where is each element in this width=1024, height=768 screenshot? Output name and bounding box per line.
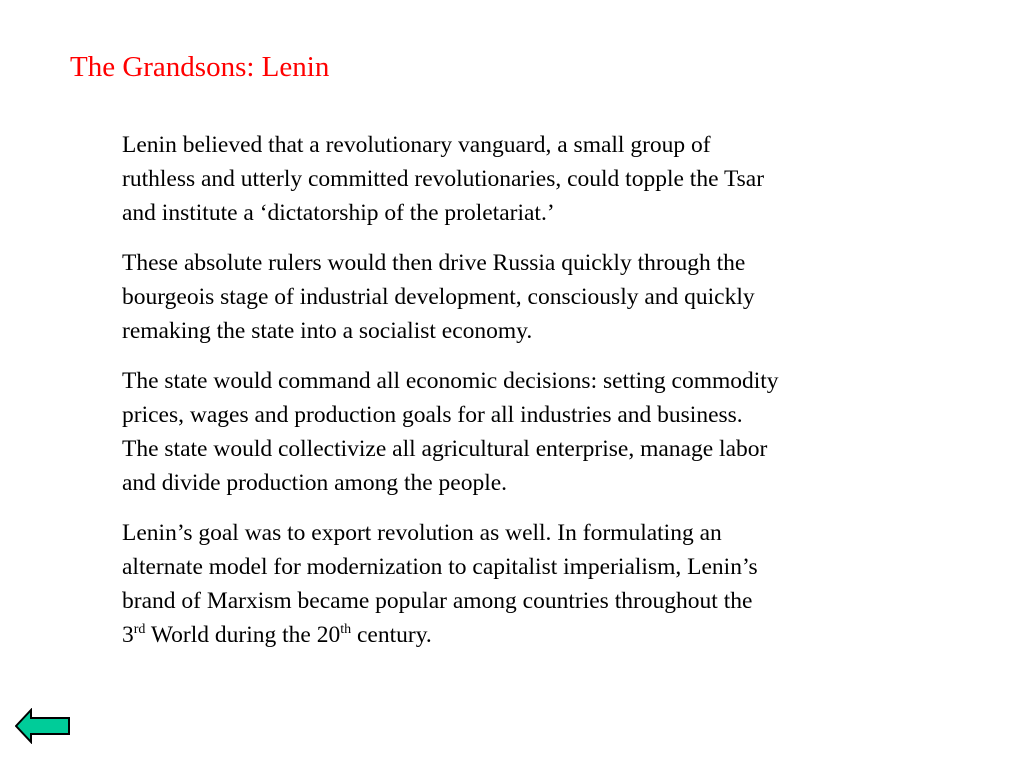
paragraph-export-revolution — [122, 516, 922, 652]
paragraph-absolute-rulers — [122, 246, 922, 348]
text-line: prices, wages and production goals for all industries and business. — [122, 402, 743, 428]
paragraph-vanguard — [122, 128, 922, 230]
slide-body — [122, 128, 922, 668]
text-line: Lenin’s goal was to export revolution as well. In formulating an — [122, 520, 722, 546]
text-fragment: World during the 20 — [145, 622, 341, 648]
back-button[interactable] — [15, 708, 71, 744]
text-line: and institute a ‘dictatorship of the proletariat.’ — [122, 200, 555, 226]
ordinal-suffix: th — [340, 622, 352, 637]
text-line: These absolute rulers would then drive Russia quickly through the — [122, 250, 746, 276]
text-line: The state would collectivize all agricultural enterprise, manage labor — [122, 436, 768, 462]
left-arrow-icon — [15, 708, 71, 744]
text-line: remaking the state into a socialist economy. — [122, 318, 533, 344]
text-line: The state would command all economic decisions: setting commodity — [122, 368, 779, 394]
slide-title: The Grandsons: Lenin — [70, 51, 330, 83]
text-line-final — [122, 618, 922, 652]
text-line: alternate model for modernization to capitalist imperialism, Lenin’s — [122, 554, 758, 580]
text-line: brand of Marxism became popular among countries throughout the — [122, 588, 753, 614]
paragraph-state-command — [122, 364, 922, 500]
ordinal-number: 3 — [122, 622, 134, 648]
ordinal-suffix: rd — [133, 622, 146, 637]
text-line: and divide production among the people. — [122, 470, 508, 496]
text-line: ruthless and utterly committed revolutionaries, could topple the Tsar — [122, 166, 765, 192]
text-line: bourgeois stage of industrial development, consciously and quickly — [122, 284, 755, 310]
text-fragment: century. — [351, 622, 432, 648]
text-line: Lenin believed that a revolutionary vanguard, a small group of — [122, 132, 711, 158]
